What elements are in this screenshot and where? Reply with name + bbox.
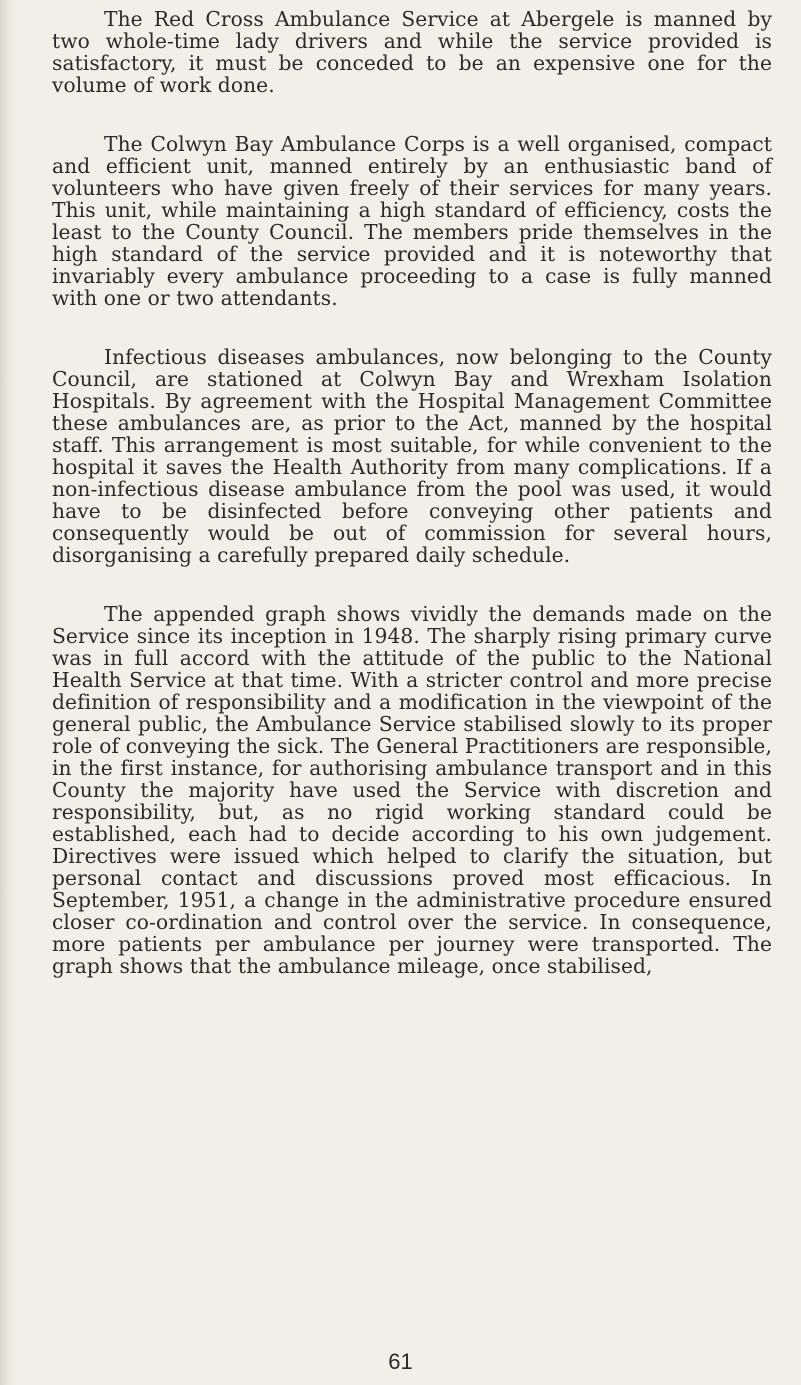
paragraph-appended-graph: The appended graph shows vividly the demands made on the Service since its inception in 1948. The sharply rising primary curve was in full accord with the attitude of the public to the National Health Service at that time. With a stricter control and more precise definition of responsibility and a modification in the viewpoint of the general public, the Ambulance Service stabilised slowly to its proper role of conveying the sick. The General Practitioners are responsible, in the first instance, for authorising ambulance transport and in this County the majority have used the Service with discretion and responsibility, but, as no rigid working standard could be established, each had to decide according to his own judgement. Directives were issued which helped to clarify the situation, but personal contact and discussions proved most efficacious. In September, 1951, a change in the administrative procedure ensured closer co-ordination and control over the service. In consequence, more patients per ambulance per journey were transported. The graph shows that the ambulance mileage, once stabilised, (52, 602, 772, 978)
paragraph-infectious-diseases: Infectious diseases ambulances, now belonging to the County Council, are stationed at Colwyn Bay and Wrexham Isolation Hospitals. By agreement with the Hospital Management Committee these ambulances are, as prior to the Act, manned by the hospital staff. This arrangement is most suitable, for while convenient to the hospital it saves the Health Authority from many complications. If a non-infectious disease ambulance from the pool was used, it would have to be disinfected before conveying other patients and consequently would be out of commission for several hours, disorganising a carefully prepared daily schedule. (52, 345, 772, 567)
paragraph-colwyn-bay: The Colwyn Bay Ambulance Corps is a well organised, compact and efficient unit, manned entirely by an enthusiastic band of volunteers who have given freely of their services for many years. This unit, while maintaining a high standard of efficiency, costs the least to the County Council. The members pride themselves in the high standard of the service provided and it is noteworthy that invariably every ambulance proceeding to a case is fully manned with one or two attendants. (52, 132, 772, 310)
paragraph-abergele: The Red Cross Ambulance Service at Abergele is manned by two whole-time lady drivers and while the service provided is satisfactory, it must be conceded to be an expensive one for the volume of work done. (52, 7, 772, 97)
page-number: 61 (388, 1349, 413, 1374)
page-binding-shadow (0, 0, 14, 1385)
text-column (52, 8, 772, 1014)
